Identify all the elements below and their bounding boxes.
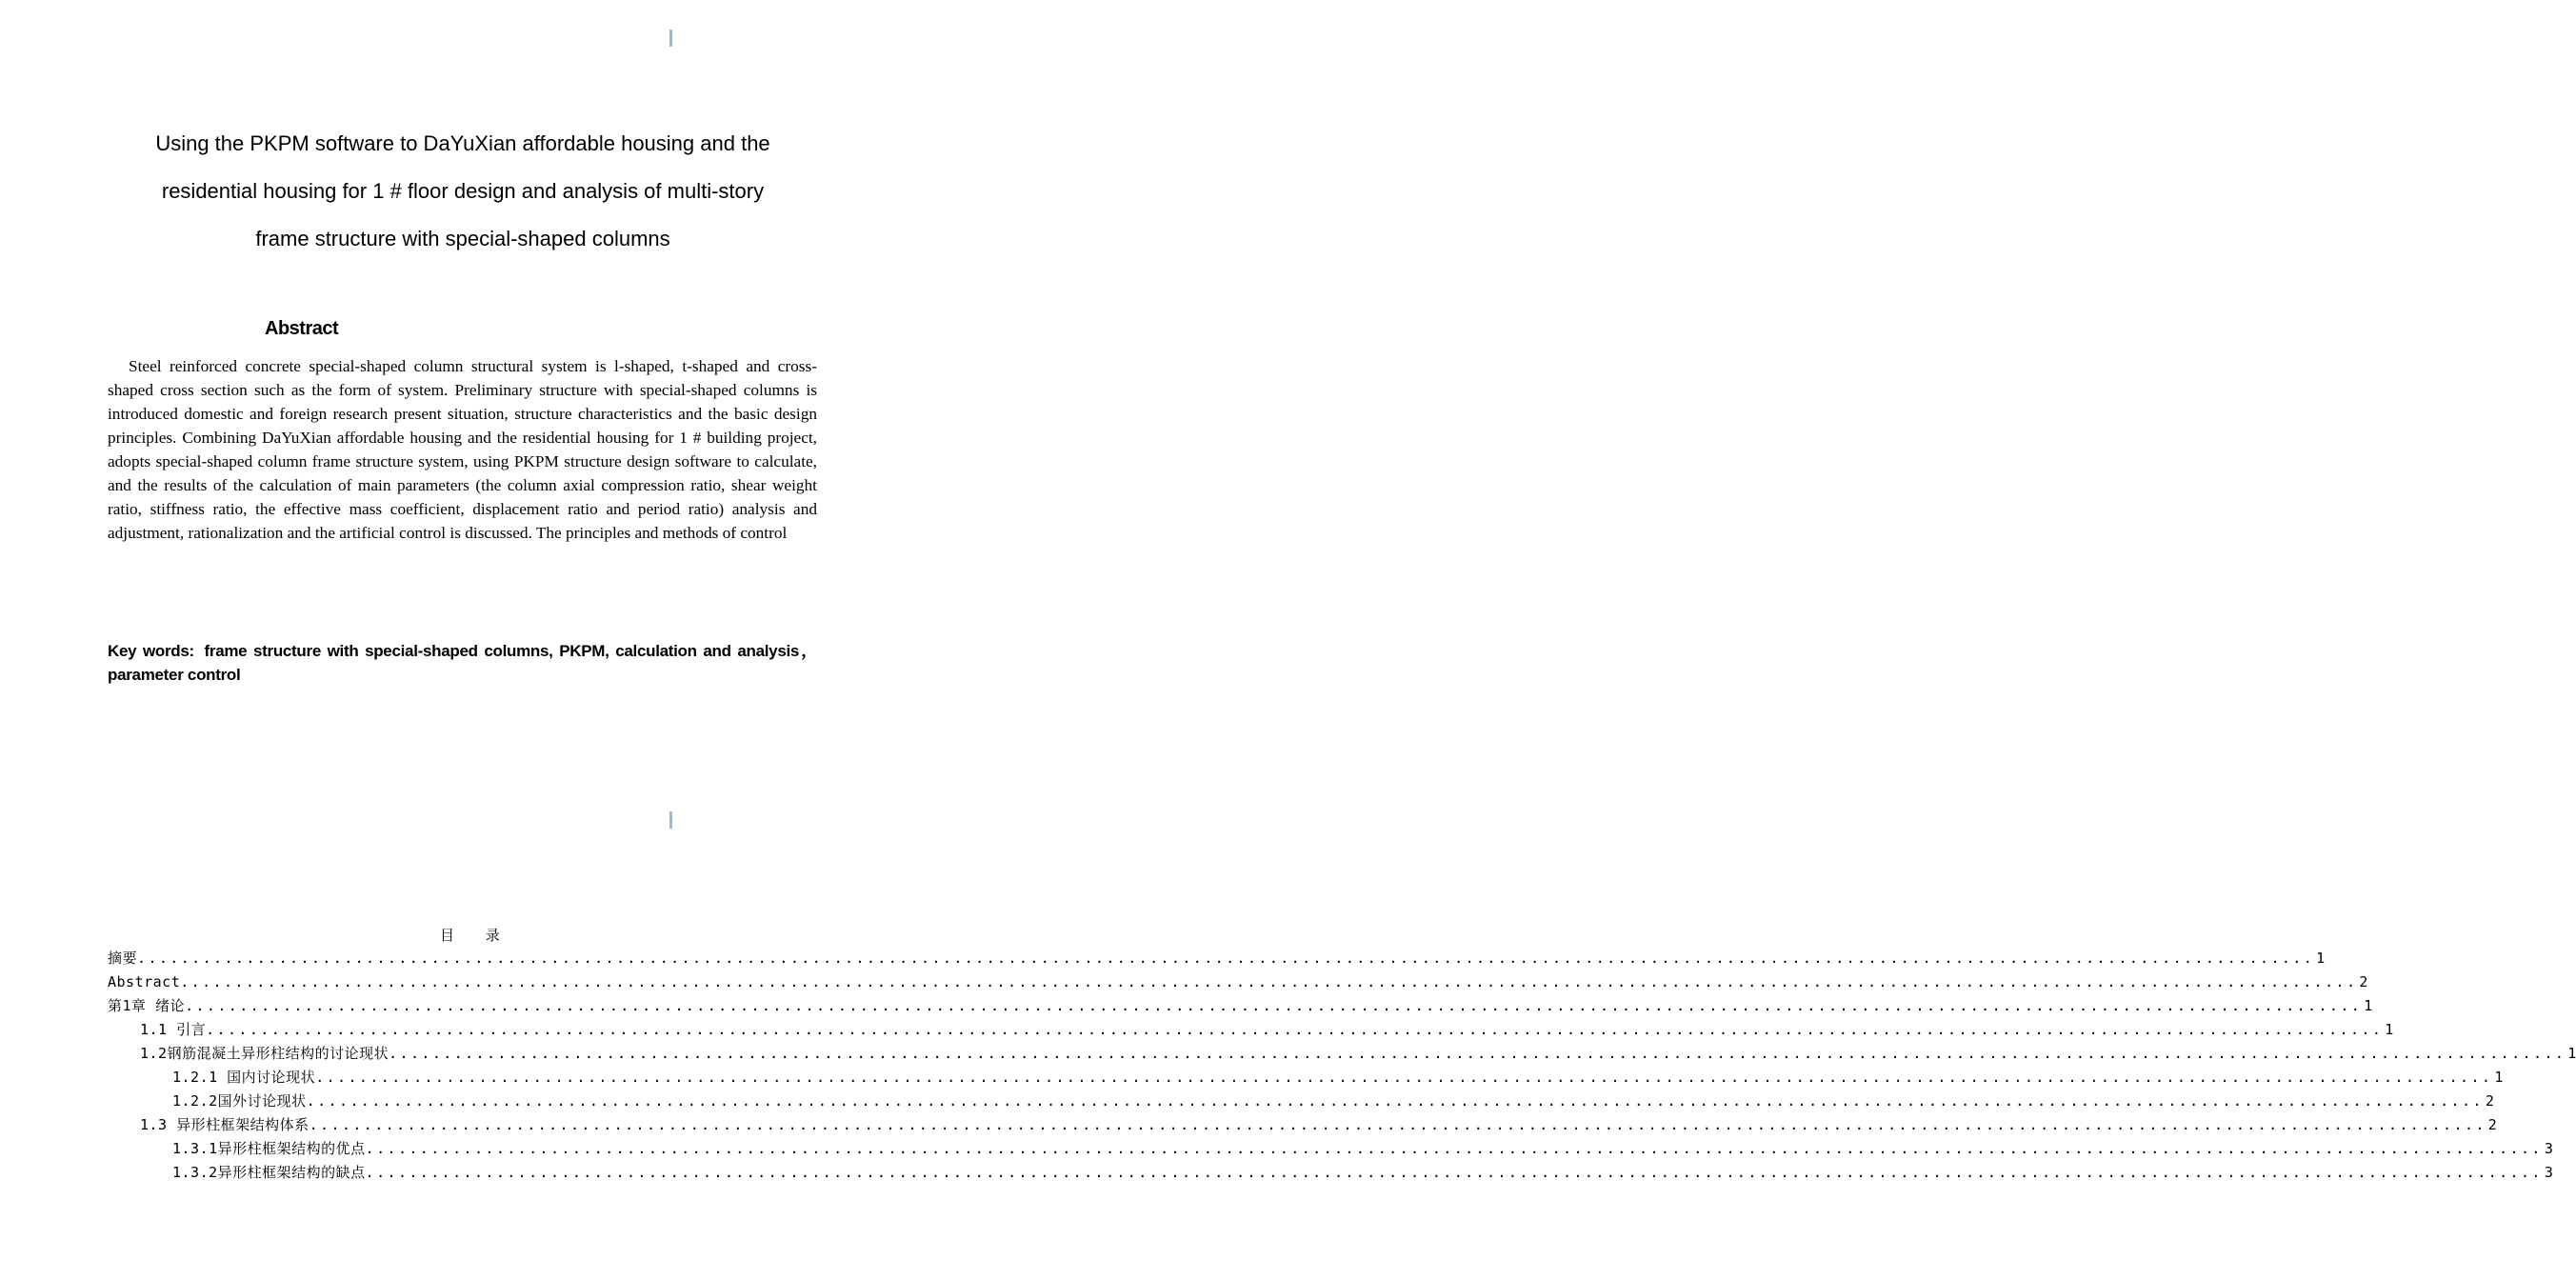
- title-line-2: residential housing for 1 # floor design and analysis of multi-story: [161, 179, 765, 203]
- toc-entry-page: 2: [2359, 973, 2368, 990]
- toc-entry-page: 2: [2487, 1116, 2497, 1133]
- toc-entry-page: 1: [2567, 1045, 2576, 1062]
- toc-entry[interactable]: [108, 1042, 2576, 1066]
- abstract-body: Steel reinforced concrete special-shaped column structural system is l-shaped, t-shaped and cross-shaped cross section such as the form of system. Preliminary structure with special-shaped columns is introduced domestic and foreign research present situation, structure characteristics and the basic design principles. Combining DaYuXian affordable housing and the residential housing for 1 # building project, adopts special-shaped column frame structure system, using PKPM structure design software to calculate, and the results of the calculation of main parameters (the column axial compression ratio, shear weight ratio, stiffness ratio, the effective mass coefficient, displacement ratio and period ratio) analysis and adjustment, rationalization and the artificial control is discussed. The principles and methods of control: [108, 357, 817, 542]
- toc-leader-dots: ........................................................................................................................................................................................................: [185, 997, 2363, 1014]
- toc-entry[interactable]: [108, 1161, 2553, 1185]
- toc-entry[interactable]: [108, 947, 2326, 970]
- toc-entry-label: 1.3 异形柱框架结构体系: [140, 1116, 310, 1133]
- toc-entry-label: 1.3.2异形柱框架结构的缺点: [172, 1164, 366, 1181]
- toc-entry-label: 第1章 绪论: [108, 997, 186, 1014]
- toc-entry[interactable]: [108, 1137, 2553, 1161]
- document-title: [105, 120, 821, 263]
- toc-leader-dots: ........................................................................................................................................................................................................: [137, 950, 2315, 967]
- toc-entry-label: 1.3.1异形柱框架结构的优点: [172, 1140, 366, 1157]
- toc-entry-page: 2: [2485, 1092, 2494, 1110]
- toc-title: 目 录: [440, 927, 513, 944]
- toc-entry[interactable]: [108, 1113, 2497, 1137]
- toc-leader-dots: ........................................................................................................................................................................................................: [365, 1164, 2543, 1181]
- toc-leader-dots: ........................................................................................................................................................................................................: [306, 1092, 2484, 1110]
- toc-entry[interactable]: [108, 970, 2368, 994]
- toc-entry-page: 1: [2364, 997, 2373, 1014]
- toc-leader-dots: ........................................................................................................................................................................................................: [309, 1116, 2486, 1133]
- keywords-label: Key words:: [108, 642, 194, 660]
- toc-entry[interactable]: [108, 1018, 2394, 1042]
- toc-entry-label: Abstract: [108, 973, 181, 990]
- table-of-contents: [108, 947, 2576, 1185]
- toc-entry-label: 1.1 引言: [140, 1021, 207, 1038]
- toc-entry-page: 3: [2544, 1140, 2553, 1157]
- toc-entry-label: 摘要: [108, 950, 138, 967]
- toc-entry-label: 1.2.1 国内讨论现状: [172, 1069, 316, 1086]
- toc-entry-label: 1.2.2国外讨论现状: [172, 1092, 307, 1110]
- cursor-mark-top: [669, 30, 672, 47]
- keywords-paragraph: [108, 639, 817, 687]
- toc-leader-dots: ........................................................................................................................................................................................................: [389, 1045, 2566, 1062]
- toc-entry[interactable]: [108, 994, 2373, 1018]
- toc-entry[interactable]: [108, 1090, 2494, 1113]
- toc-leader-dots: ........................................................................................................................................................................................................: [315, 1069, 2493, 1086]
- toc-leader-dots: ........................................................................................................................................................................................................: [365, 1140, 2543, 1157]
- toc-entry-page: 1: [2316, 950, 2326, 967]
- title-line-1: Using the PKPM software to DaYuXian affordable housing and the: [155, 131, 770, 155]
- keywords-text: frame structure with special-shaped columns, PKPM, calculation and analysis，parameter control: [108, 642, 817, 684]
- toc-entry[interactable]: [108, 1066, 2504, 1090]
- toc-leader-dots: ........................................................................................................................................................................................................: [180, 973, 2358, 990]
- toc-entry-page: 1: [2385, 1021, 2394, 1038]
- abstract-heading: Abstract: [265, 318, 339, 339]
- toc-entry-page: 3: [2544, 1164, 2553, 1181]
- toc-leader-dots: ........................................................................................................................................................................................................: [206, 1021, 2384, 1038]
- toc-entry-page: 1: [2494, 1069, 2504, 1086]
- toc-entry-label: 1.2钢筋混凝土异形柱结构的讨论现状: [140, 1045, 389, 1062]
- cursor-mark-middle: [669, 811, 672, 829]
- title-line-3: frame structure with special-shaped columns: [255, 227, 670, 250]
